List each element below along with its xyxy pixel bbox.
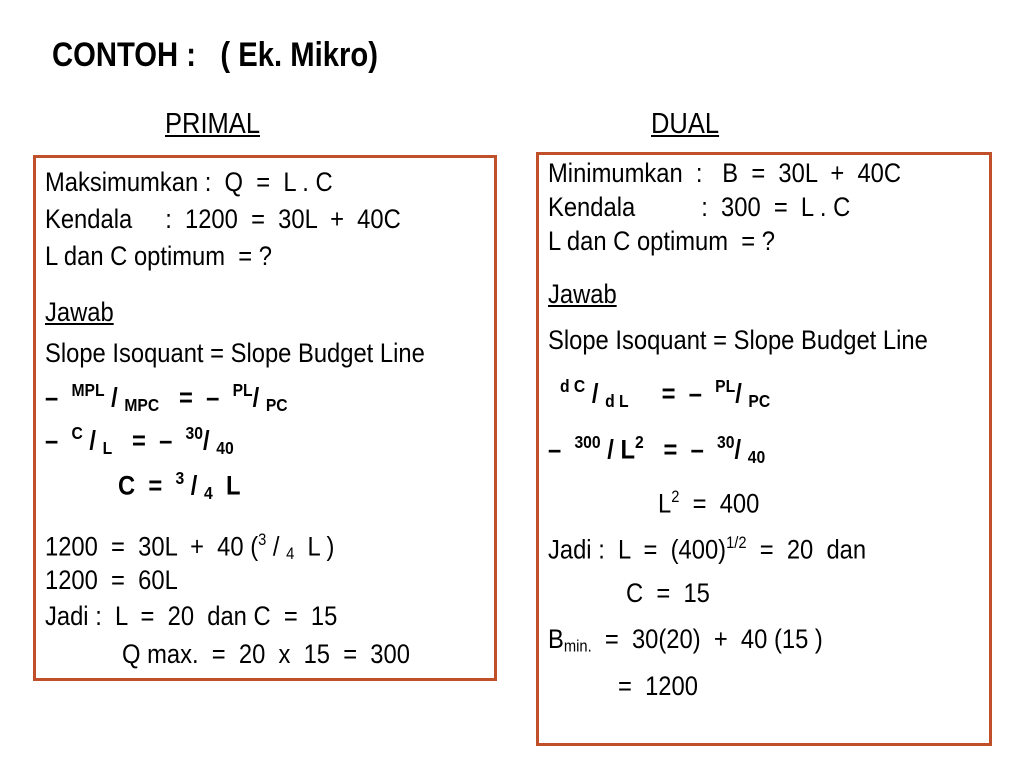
primal-ratio-c-l: – $^C$ / L = – $^{30}$/ 40 — [45, 423, 234, 459]
dual-ratio-dc-dl: $^{d C}$ / d L = – $^{PL}$/ PC — [560, 376, 771, 412]
dual-conclusion-l: Jadi : $L = (400)^{1/2} = 20$ dan — [548, 533, 867, 565]
primal-simplified: 1200 = 60L — [45, 565, 178, 595]
primal-ratio-mpl-mpc: – $^{MPL}$ / MPC = – $^{PL}$/ PC — [45, 380, 288, 416]
primal-jawab: Jawab — [45, 297, 114, 327]
dual-l-squared: $L^2 = 400$ — [658, 487, 760, 519]
dual-bmin-result: = 1200 — [618, 671, 698, 701]
dual-heading: DUAL — [651, 108, 720, 140]
primal-objective: Maksimumkan : Q = L . C — [45, 167, 333, 197]
primal-slope-statement: Slope Isoquant = Slope Budget Line — [45, 338, 425, 368]
primal-heading: PRIMAL — [165, 108, 261, 140]
primal-constraint: Kendala : 1200 = 30L + 40C — [45, 204, 401, 234]
dual-jawab: Jawab — [548, 279, 617, 309]
dual-conclusion-c: C = 15 — [626, 578, 710, 608]
dual-objective: Minimumkan : B = 30L + 40C — [548, 158, 902, 188]
dual-slope-statement: Slope Isoquant = Slope Budget Line — [548, 325, 928, 355]
primal-conclusion: Jadi : L = 20 dan C = 15 — [45, 601, 338, 631]
dual-bmin: $B_{min.} = 30(20) + 40$ (15 ) — [548, 624, 823, 656]
primal-qmax: Q max. = 20 x 15 = 300 — [122, 639, 410, 669]
primal-c-result: C = $^3$ / 4 L — [118, 468, 241, 504]
dual-ratio-300-l2: – $^{300} / L^2$ = – $^{30}$/ 40 — [548, 432, 766, 468]
page-title: CONTOH : ( Ek. Mikro) — [52, 36, 379, 74]
dual-question: L dan C optimum = ? — [548, 226, 775, 256]
primal-substitution: 1200 = 30L + 40 ($^3$ / $_4$ L ) — [45, 530, 335, 564]
primal-question: L dan C optimum = ? — [45, 241, 272, 271]
dual-constraint: Kendala : 300 = L . C — [548, 192, 851, 222]
